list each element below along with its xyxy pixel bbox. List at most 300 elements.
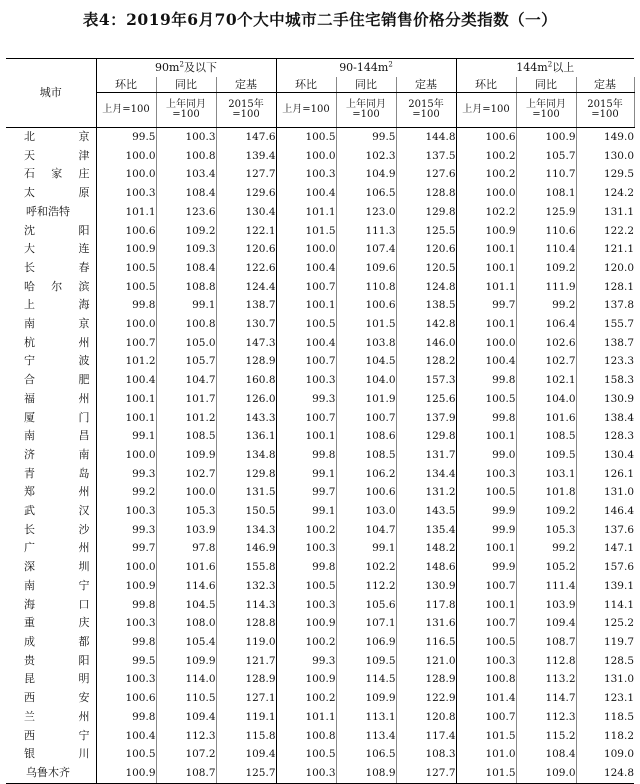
index-value: 100.5 xyxy=(96,259,156,278)
index-value: 128.9 xyxy=(396,670,456,689)
index-value: 130.9 xyxy=(396,577,456,596)
index-value: 102.7 xyxy=(156,465,216,484)
index-value: 100.5 xyxy=(276,315,336,334)
table-row xyxy=(6,147,634,166)
base-header: 上月=100 xyxy=(456,93,516,128)
index-value: 100.2 xyxy=(276,521,336,540)
table-row xyxy=(6,259,634,278)
base-header: 上月=100 xyxy=(276,93,336,128)
table-row xyxy=(6,652,634,671)
index-value: 100.3 xyxy=(276,371,336,390)
city-name: 昆 明 xyxy=(6,670,96,689)
index-value: 128.5 xyxy=(603,654,634,667)
index-value: 108.5 xyxy=(336,446,396,465)
index-value: 109.5 xyxy=(336,652,396,671)
index-value: 100.1 xyxy=(456,427,516,446)
index-value: 99.5 xyxy=(96,128,156,147)
index-value: 120.8 xyxy=(396,708,456,727)
index-value: 101.5 xyxy=(456,727,516,746)
column-header: 同比 xyxy=(336,77,396,93)
index-value: 100.8 xyxy=(276,727,336,746)
index-value: 136.1 xyxy=(216,427,276,446)
table-row xyxy=(6,278,634,297)
index-value: 103.9 xyxy=(516,596,576,615)
city-name: 宁 波 xyxy=(6,352,96,371)
index-value: 102.1 xyxy=(516,371,576,390)
table-row xyxy=(6,483,634,502)
index-value: 139.1 xyxy=(603,579,634,592)
index-value: 109.9 xyxy=(156,446,216,465)
table-row xyxy=(6,614,634,633)
index-value: 131.7 xyxy=(396,446,456,465)
index-value: 146.9 xyxy=(216,539,276,558)
index-value: 109.2 xyxy=(516,502,576,521)
index-value: 107.1 xyxy=(336,614,396,633)
index-value: 100.3 xyxy=(456,652,516,671)
index-value: 137.6 xyxy=(603,523,634,536)
index-value: 99.0 xyxy=(456,446,516,465)
base-header: 2015年=100 xyxy=(396,93,456,128)
index-value: 100.8 xyxy=(156,147,216,166)
index-value: 100.7 xyxy=(276,278,336,297)
index-value: 131.1 xyxy=(603,205,634,218)
index-value: 132.3 xyxy=(216,577,276,596)
index-value: 100.3 xyxy=(276,539,336,558)
table-row xyxy=(6,577,634,596)
index-value: 100.0 xyxy=(456,334,516,353)
index-value: 148.2 xyxy=(396,539,456,558)
index-value: 101.1 xyxy=(456,278,516,297)
index-value: 128.9 xyxy=(216,670,276,689)
index-value: 107.4 xyxy=(336,240,396,259)
index-value: 123.0 xyxy=(336,203,396,222)
index-value: 101.0 xyxy=(456,745,516,764)
index-value: 101.9 xyxy=(336,390,396,409)
index-value: 100.3 xyxy=(456,465,516,484)
index-value: 137.9 xyxy=(396,409,456,428)
index-value: 99.9 xyxy=(456,521,516,540)
index-value: 127.7 xyxy=(396,764,456,783)
index-value: 100.7 xyxy=(276,352,336,371)
index-value: 104.0 xyxy=(516,390,576,409)
table-row xyxy=(6,165,634,184)
index-value: 100.6 xyxy=(336,483,396,502)
city-name: 海 口 xyxy=(6,596,96,615)
index-value: 99.1 xyxy=(156,296,216,315)
city-name: 武 汉 xyxy=(6,502,96,521)
index-value: 123.6 xyxy=(156,203,216,222)
city-name: 合 肥 xyxy=(6,371,96,390)
index-value: 102.3 xyxy=(336,147,396,166)
index-value: 131.6 xyxy=(396,614,456,633)
city-name: 杭 州 xyxy=(6,334,96,353)
city-name: 呼和浩特 xyxy=(6,203,96,222)
index-value: 100.8 xyxy=(156,315,216,334)
column-header: 定基 xyxy=(216,77,276,93)
city-name: 贵 阳 xyxy=(6,652,96,671)
index-value: 100.3 xyxy=(96,184,156,203)
index-value: 110.8 xyxy=(336,278,396,297)
table-row xyxy=(6,390,634,409)
index-value: 100.1 xyxy=(456,240,516,259)
table-row xyxy=(6,296,634,315)
index-value: 100.3 xyxy=(96,502,156,521)
base-header: 上年同月=100 xyxy=(336,93,396,128)
index-value: 111.9 xyxy=(516,278,576,297)
index-value: 99.5 xyxy=(336,128,396,147)
index-value: 101.7 xyxy=(156,390,216,409)
index-value: 113.1 xyxy=(336,708,396,727)
index-value: 127.1 xyxy=(216,689,276,708)
index-value: 108.5 xyxy=(156,427,216,446)
index-value: 108.9 xyxy=(336,764,396,783)
table-row xyxy=(6,596,634,615)
index-value: 101.4 xyxy=(456,689,516,708)
index-value: 117.4 xyxy=(396,727,456,746)
index-value: 117.8 xyxy=(396,596,456,615)
index-value: 108.1 xyxy=(516,184,576,203)
index-value: 157.6 xyxy=(603,561,634,574)
city-name: 大 连 xyxy=(6,240,96,259)
city-name: 北 京 xyxy=(6,128,96,147)
index-value: 100.1 xyxy=(456,315,516,334)
index-value: 155.8 xyxy=(216,558,276,577)
index-value: 106.9 xyxy=(336,633,396,652)
city-name: 太 原 xyxy=(6,184,96,203)
index-value: 105.0 xyxy=(156,334,216,353)
index-value: 109.6 xyxy=(336,259,396,278)
city-name: 西 安 xyxy=(6,689,96,708)
index-value: 100.1 xyxy=(456,259,516,278)
index-value: 112.8 xyxy=(516,652,576,671)
column-header: 同比 xyxy=(156,77,216,93)
table-row xyxy=(6,222,634,241)
index-value: 128.8 xyxy=(216,614,276,633)
index-value: 134.3 xyxy=(216,521,276,540)
index-value: 109.9 xyxy=(336,689,396,708)
index-value: 100.5 xyxy=(456,390,516,409)
table-row xyxy=(6,446,634,465)
city-name: 长 沙 xyxy=(6,521,96,540)
index-value: 107.2 xyxy=(156,745,216,764)
index-value: 144.8 xyxy=(396,128,456,147)
index-value: 143.5 xyxy=(396,502,456,521)
table-row xyxy=(6,745,634,764)
group-header-large: $144m^2$以上 xyxy=(456,59,634,78)
index-value: 99.1 xyxy=(276,502,336,521)
index-value: 122.6 xyxy=(216,259,276,278)
index-value: 120.6 xyxy=(396,240,456,259)
index-value: 99.2 xyxy=(96,483,156,502)
index-value: 109.4 xyxy=(156,708,216,727)
index-value: 112.3 xyxy=(156,727,216,746)
index-value: 101.6 xyxy=(516,409,576,428)
index-value: 99.8 xyxy=(96,633,156,652)
index-value: 130.0 xyxy=(603,149,634,162)
index-value: 100.6 xyxy=(96,222,156,241)
index-value: 116.5 xyxy=(396,633,456,652)
index-value: 110.4 xyxy=(516,240,576,259)
column-header: 环比 xyxy=(276,77,336,93)
base-header: 上年同月=100 xyxy=(516,93,576,128)
index-value: 109.0 xyxy=(603,748,634,761)
city-name: 南 昌 xyxy=(6,427,96,446)
base-header: 上年同月=100 xyxy=(156,93,216,128)
index-value: 104.5 xyxy=(156,596,216,615)
index-value: 104.0 xyxy=(336,371,396,390)
index-value: 103.0 xyxy=(336,502,396,521)
index-value: 100.0 xyxy=(276,147,336,166)
index-value: 100.6 xyxy=(96,689,156,708)
index-value: 108.3 xyxy=(396,745,456,764)
table-row xyxy=(6,465,634,484)
index-value: 100.9 xyxy=(276,670,336,689)
index-value: 146.4 xyxy=(603,505,634,518)
index-value: 100.4 xyxy=(96,727,156,746)
index-value: 129.8 xyxy=(216,465,276,484)
price-index-table xyxy=(6,58,635,784)
index-value: 125.6 xyxy=(396,390,456,409)
index-value: 99.9 xyxy=(456,558,516,577)
index-value: 100.2 xyxy=(456,165,516,184)
index-value: 97.8 xyxy=(156,539,216,558)
index-value: 128.9 xyxy=(216,352,276,371)
index-value: 99.3 xyxy=(276,652,336,671)
city-name: 上 海 xyxy=(6,296,96,315)
index-value: 100.0 xyxy=(96,446,156,465)
index-value: 100.9 xyxy=(276,614,336,633)
index-value: 99.1 xyxy=(96,427,156,446)
index-value: 122.2 xyxy=(603,224,634,237)
index-value: 127.6 xyxy=(396,165,456,184)
index-value: 99.8 xyxy=(96,708,156,727)
index-value: 129.8 xyxy=(396,427,456,446)
index-value: 101.1 xyxy=(276,203,336,222)
city-name: 南 京 xyxy=(6,315,96,334)
index-value: 100.5 xyxy=(96,278,156,297)
index-value: 108.0 xyxy=(156,614,216,633)
base-header: 2015年=100 xyxy=(216,93,276,128)
index-value: 100.9 xyxy=(96,577,156,596)
city-name: 乌鲁木齐 xyxy=(6,764,96,783)
index-value: 129.6 xyxy=(216,184,276,203)
index-value: 135.4 xyxy=(396,521,456,540)
index-value: 99.1 xyxy=(276,465,336,484)
index-value: 139.4 xyxy=(216,147,276,166)
index-value: 114.0 xyxy=(156,670,216,689)
group-header-medium: $90-144m^2$ xyxy=(276,59,456,78)
index-value: 100.9 xyxy=(516,128,576,147)
index-value: 100.6 xyxy=(456,128,516,147)
table-row xyxy=(6,409,634,428)
city-name: 天 津 xyxy=(6,147,96,166)
index-value: 108.5 xyxy=(516,427,576,446)
index-value: 100.3 xyxy=(156,128,216,147)
index-value: 109.5 xyxy=(516,446,576,465)
index-value: 158.3 xyxy=(603,374,634,387)
index-value: 100.0 xyxy=(156,483,216,502)
table-row xyxy=(6,502,634,521)
index-value: 99.7 xyxy=(276,483,336,502)
index-value: 100.4 xyxy=(276,259,336,278)
index-value: 99.7 xyxy=(456,296,516,315)
index-value: 100.9 xyxy=(96,764,156,783)
index-value: 138.7 xyxy=(603,336,634,349)
index-value: 128.3 xyxy=(603,430,634,443)
index-value: 100.7 xyxy=(456,577,516,596)
index-value: 103.1 xyxy=(516,465,576,484)
index-value: 125.5 xyxy=(396,222,456,241)
page-title: 表4：2019年6月70个大中城市二手住宅销售价格分类指数（一） xyxy=(82,10,558,29)
index-value: 149.0 xyxy=(603,131,634,143)
index-value: 109.9 xyxy=(156,652,216,671)
index-value: 101.2 xyxy=(156,409,216,428)
index-value: 108.6 xyxy=(336,427,396,446)
index-value: 99.8 xyxy=(96,596,156,615)
index-value: 99.5 xyxy=(96,652,156,671)
index-value: 125.9 xyxy=(516,203,576,222)
index-value: 101.5 xyxy=(336,315,396,334)
index-value: 129.5 xyxy=(603,168,634,181)
index-value: 100.1 xyxy=(96,409,156,428)
table-row xyxy=(6,521,634,540)
index-value: 99.8 xyxy=(456,409,516,428)
table-row xyxy=(6,708,634,727)
index-value: 111.4 xyxy=(516,577,576,596)
index-value: 104.7 xyxy=(336,521,396,540)
index-value: 128.2 xyxy=(396,352,456,371)
index-value: 155.7 xyxy=(603,318,634,331)
index-value: 125.2 xyxy=(603,617,634,630)
index-value: 100.7 xyxy=(456,708,516,727)
column-header: 同比 xyxy=(516,77,576,93)
index-value: 130.7 xyxy=(216,315,276,334)
index-value: 121.1 xyxy=(603,243,634,256)
index-value: 110.7 xyxy=(516,165,576,184)
index-value: 142.8 xyxy=(396,315,456,334)
table-row xyxy=(6,203,634,222)
index-value: 147.1 xyxy=(603,542,634,555)
index-value: 100.9 xyxy=(456,222,516,241)
city-name: 银 川 xyxy=(6,745,96,764)
index-value: 99.3 xyxy=(96,521,156,540)
index-value: 119.0 xyxy=(216,633,276,652)
index-value: 100.3 xyxy=(96,614,156,633)
index-value: 100.5 xyxy=(276,577,336,596)
index-value: 120.0 xyxy=(603,261,634,274)
index-value: 129.8 xyxy=(396,203,456,222)
index-value: 131.2 xyxy=(396,483,456,502)
index-value: 100.0 xyxy=(96,315,156,334)
index-value: 101.1 xyxy=(276,708,336,727)
index-value: 100.8 xyxy=(456,670,516,689)
index-value: 138.5 xyxy=(396,296,456,315)
table-row xyxy=(6,539,634,558)
index-value: 100.4 xyxy=(96,371,156,390)
city-name: 郑 州 xyxy=(6,483,96,502)
index-value: 114.1 xyxy=(603,598,634,611)
index-value: 108.4 xyxy=(156,184,216,203)
index-value: 100.4 xyxy=(456,352,516,371)
city-name: 重 庆 xyxy=(6,614,96,633)
index-value: 157.3 xyxy=(396,371,456,390)
index-value: 102.6 xyxy=(516,334,576,353)
index-value: 100.3 xyxy=(276,764,336,783)
index-value: 99.8 xyxy=(276,558,336,577)
index-value: 143.3 xyxy=(216,409,276,428)
index-value: 99.2 xyxy=(516,539,576,558)
index-value: 128.1 xyxy=(603,280,634,293)
table-row xyxy=(6,371,634,390)
index-value: 99.2 xyxy=(516,296,576,315)
index-value: 115.8 xyxy=(216,727,276,746)
index-value: 147.3 xyxy=(216,334,276,353)
city-name: 厦 门 xyxy=(6,409,96,428)
index-value: 105.3 xyxy=(516,521,576,540)
table-row xyxy=(6,184,634,203)
table-row xyxy=(6,128,634,147)
city-name: 沈 阳 xyxy=(6,222,96,241)
index-value: 108.7 xyxy=(516,633,576,652)
index-value: 101.2 xyxy=(96,352,156,371)
index-value: 115.2 xyxy=(516,727,576,746)
index-value: 102.7 xyxy=(516,352,576,371)
index-value: 99.8 xyxy=(456,371,516,390)
index-value: 99.3 xyxy=(276,390,336,409)
index-value: 109.0 xyxy=(516,764,576,783)
column-header: 定基 xyxy=(396,77,456,93)
index-value: 148.6 xyxy=(396,558,456,577)
index-value: 100.7 xyxy=(96,334,156,353)
city-name: 济 南 xyxy=(6,446,96,465)
index-value: 100.3 xyxy=(96,670,156,689)
table-row xyxy=(6,633,634,652)
index-value: 100.1 xyxy=(456,596,516,615)
index-value: 123.3 xyxy=(603,355,634,368)
index-value: 101.8 xyxy=(516,483,576,502)
index-value: 100.9 xyxy=(96,240,156,259)
index-value: 131.0 xyxy=(603,486,634,499)
index-value: 120.6 xyxy=(216,240,276,259)
index-value: 100.3 xyxy=(276,596,336,615)
index-value: 108.8 xyxy=(156,278,216,297)
index-value: 100.4 xyxy=(276,184,336,203)
table-row xyxy=(6,670,634,689)
index-value: 99.9 xyxy=(456,502,516,521)
index-value: 100.7 xyxy=(276,409,336,428)
index-value: 99.8 xyxy=(276,446,336,465)
index-value: 100.7 xyxy=(336,409,396,428)
index-value: 105.2 xyxy=(516,558,576,577)
index-value: 108.7 xyxy=(156,764,216,783)
index-value: 108.4 xyxy=(156,259,216,278)
index-value: 104.7 xyxy=(156,371,216,390)
index-value: 100.5 xyxy=(456,483,516,502)
city-name: 深 圳 xyxy=(6,558,96,577)
index-value: 100.5 xyxy=(276,128,336,147)
index-value: 99.8 xyxy=(96,296,156,315)
table-row xyxy=(6,427,634,446)
index-value: 114.6 xyxy=(156,577,216,596)
index-value: 119.1 xyxy=(216,708,276,727)
index-value: 111.3 xyxy=(336,222,396,241)
index-value: 113.4 xyxy=(336,727,396,746)
index-value: 112.2 xyxy=(336,577,396,596)
index-value: 101.5 xyxy=(276,222,336,241)
index-value: 101.5 xyxy=(456,764,516,783)
table-row xyxy=(6,240,634,259)
city-name: 福 州 xyxy=(6,390,96,409)
